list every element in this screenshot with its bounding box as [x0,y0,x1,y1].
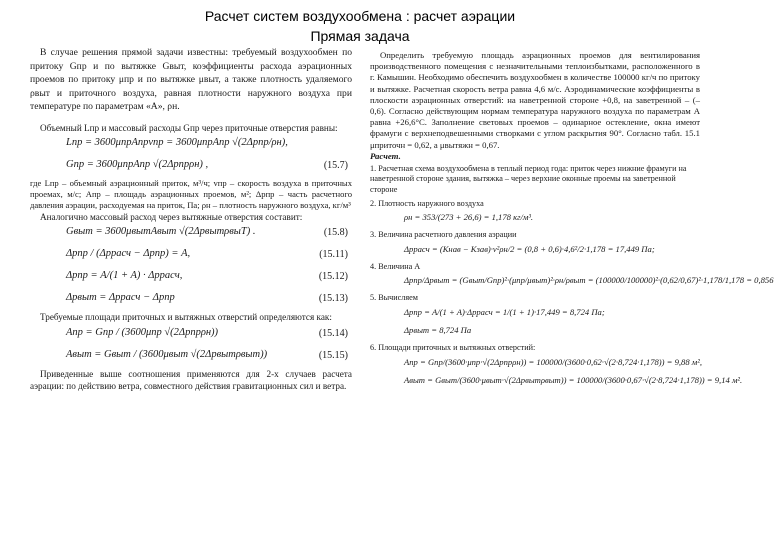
example-column [370,50,774,538]
calc-exhaust-area [370,372,743,390]
equation-number: (15.15) [318,349,348,361]
calc-formula: Δpрасч = (Kнав − Kзав)·v²ρн/2 = (0,8 + 0,6)·4,6²/2·1,178 = 17,449 Па; [404,243,655,254]
calc-design-pressure [370,241,700,259]
solution-heading: Расчет. [370,150,401,161]
step-5: 5. Вычисляем [370,293,418,303]
calc-ratio [370,272,774,290]
step-4: 4. Величина A [370,261,421,271]
equation-exhaust-flow [30,223,352,245]
calc-formula: Δpпр/Δpвыт = (Gвыт/Gпр)²·(μпр/μвыт)²·ρн/ρвыт = (100000/100000)²·(0,62/0,67)²·1,178/1,178 = 0,856 [404,275,774,286]
symbols-legend: где Lпр – объемный аэрационный приток, м³/ч; vпр – скорость воздуха в приточных проемах, м/с; Aпр – площадь аэрационных проемов, м²; Δpпр – часть расчетного давления аэрации, расходуемая на приток, Па; ρн – плотность наружного воздуха, кг/м³ [30,178,352,211]
conclusion-text: Приведенные выше соотношения применяются для 2-х случаев расчета аэрации: по действию ветра, совместного действия гравитационных сил и ветра. [30,368,352,391]
equation-ratio-a [30,245,352,267]
equation-formula: Gвыт = 3600μвытAвыт √(2ΔpвытρвыТ) . [66,226,256,238]
equation-formula: Aпр = Gпр / (3600μпр √(2Δpпрρн)) [66,326,219,338]
calc-formula: ρн = 353/(273 + 26,6) = 1,178 кг/м³. [404,212,534,223]
equation-number: (15.12) [318,271,348,283]
equation-number: (15.13) [318,293,348,305]
calc-formula: Aпр = Gпр/(3600·μпр·√(2Δpпрρн)) = 100000/(3600·0,62·√(2·8,724·1,178)) = 9,88 м², [404,356,703,367]
step-3: 3. Величина расчетного давления аэрации [370,230,517,240]
slide-subtitle: Прямая задача [310,28,410,44]
equation-number: (15.14) [318,327,348,339]
equation-supply-area [30,324,352,346]
equation-formula: Δpпр / (Δpрасч − Δpпр) = A, [66,248,191,260]
slide-title: Расчет систем воздухообмена : расчет аэрации [204,8,516,24]
equation-formula: Δpпр = A/(1 + A) · Δpрасч, [66,270,183,282]
step-1: 1. Расчетная схема воздухообмена в теплый период года: приток через нижние фрамуги на наветренной стороне здания, вытяжка – через верхние оконные проемы на заветренной стороне [370,163,687,195]
calc-supply-pressure [370,304,700,322]
calc-supply-area [370,354,703,372]
flow-rate-text: Объемный Lпр и массовый расходы Gпр через приточные отверстия равны: [40,122,338,133]
equation-exhaust-area [30,346,352,368]
areas-text: Требуемые площади приточных и вытяжных отверстий определяются как: [40,312,332,323]
equation-mass-flow [30,156,352,178]
calc-formula: Δpвыт = 8,724 Па [404,324,472,335]
equation-formula: Δpвыт = Δpрасч − Δpпр [66,292,175,304]
equation-formula: Gпр = 3600μпрAпр √(2Δpпрρн) , [66,159,209,171]
calc-formula: Aвыт = Gвыт/(3600·μвыт·√(2Δpвытρвыт)) = 100000/(3600·0,67·√(2·8,724·1,178)) = 9,14 м². [404,374,743,385]
equation-supply-pressure [30,267,352,289]
intro-paragraph: В случае решения прямой задачи известны: требуемый воздухообмен по притоку Gпр и по вытяжке Gвыт, коэффициенты расхода аэрационных проемов по притоку μпр и по вытяжке μвыт, а также плотность удаляемого ρвыт и приточного воздуха, равная плотности наружного воздуха при температуре по параметрам «А», ρн. [30,47,352,113]
equation-formula: Lпр = 3600μпрAпрvпр = 3600μпрAпр √(2Δpпр/ρн), [66,137,288,149]
equation-number: (15.8) [323,227,348,239]
calc-density [370,209,700,227]
theory-column [30,46,352,536]
equation-formula: Aвыт = Gвыт / (3600μвыт √(2Δpвытρвыт)) [66,348,268,360]
calc-exhaust-pressure [370,322,700,340]
step-2: 2. Плотность наружного воздуха [370,198,484,208]
equation-number: (15.11) [319,249,348,261]
exhaust-text: Аналогично массовый расход через вытяжные отверстия составит: [40,212,303,223]
equation-number: (15.7) [323,160,348,172]
step-6: 6. Площади приточных и вытяжных отверстий: [370,342,536,352]
equation-volume-flow [30,134,352,156]
calc-formula: Δpпр = A/(1 + A)·Δpрасч = 1/(1 + 1)·17,449 = 8,724 Па; [404,306,605,317]
task-statement: Определить требуемую площадь аэрационных проемов для вентилирования производственного помещения с незначительными теплоизбытками, расположенного в г. Камышин. Необходимо обеспечить воздухообмен в количестве 100000 кг/ч по притоку и вытяжке. Расчетная скорость ветра равна 4,6 м/с. Аэродинамические коэффициенты в плоскости аэрационных отверстий: на наветренной стороне +0,8, на заветренной – (–0,6). Согласно действующим нормам температура наружного воздуха по параметрам А равна +26,6°С. Заполнение световых проемов – одинарное остекление, окна имеют фрамуги с верхнеподвешенными створками с углом раскрытия 90°. Согласно табл. 15.1 μприточн = 0,62, а μвытяжн = 0,67. [370,50,700,150]
equation-exhaust-pressure [30,289,352,311]
